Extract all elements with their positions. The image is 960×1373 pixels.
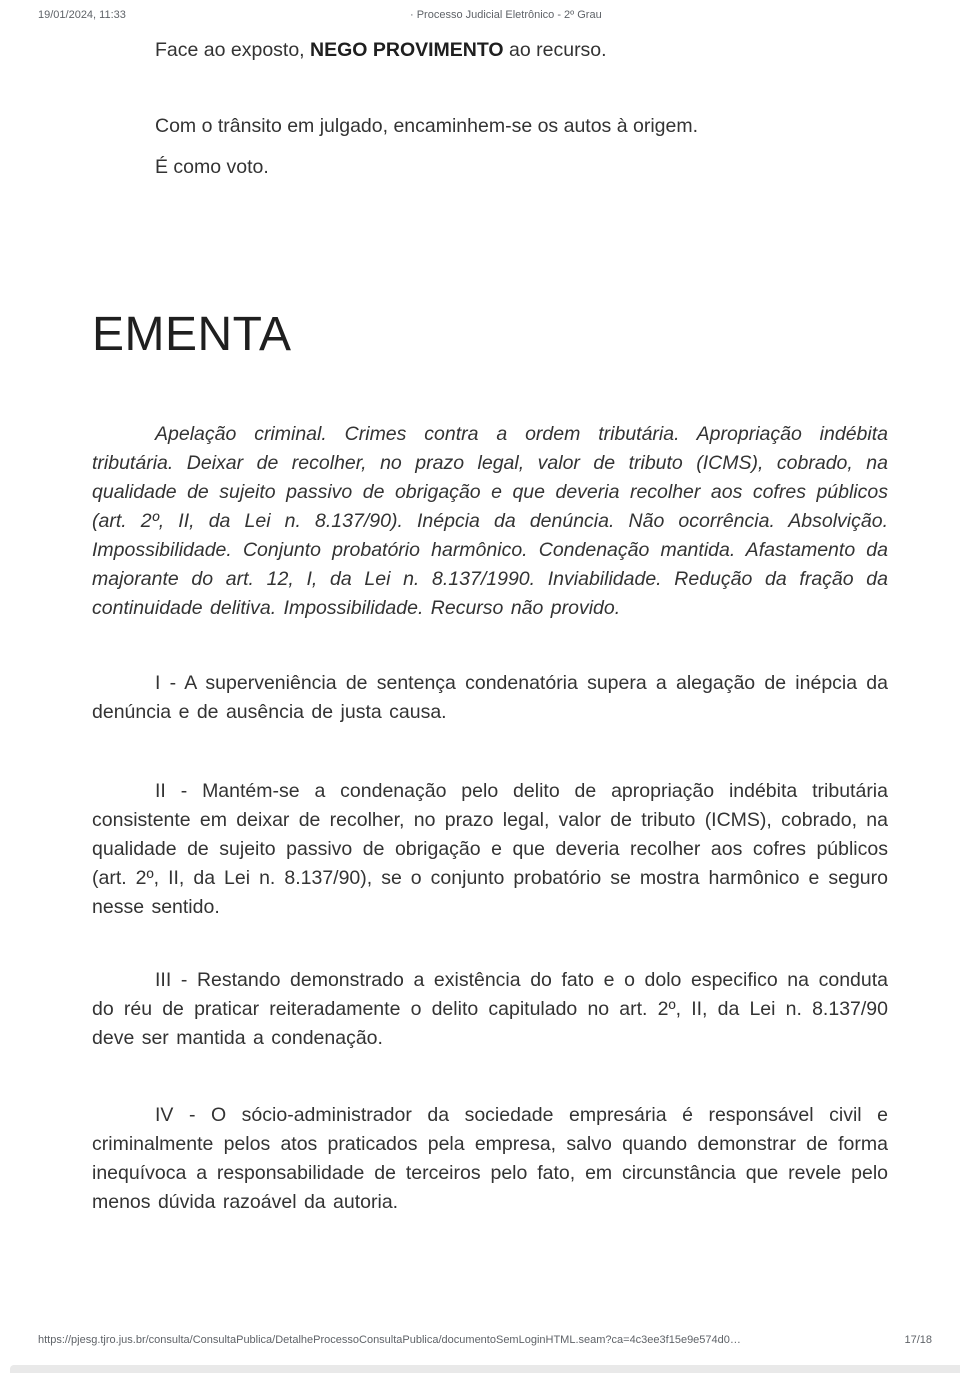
- bottom-edge-bar: [10, 1365, 960, 1373]
- decision-text-suffix: ao recurso.: [503, 39, 607, 61]
- print-doc-title: · Processo Judicial Eletrônico - 2º Grau: [410, 9, 602, 21]
- document-body: [92, 0, 888, 1217]
- ementa-item-3: III - Restando demonstrado a existência do fato e o dolo especifico na conduta do réu de praticar reiteradamente o delito capitulado no art. 2º, II, da Lei n. 8.137/90 deve ser mantida a condenação.: [92, 969, 888, 1049]
- ementa-summary-paragraph: Apelação criminal. Crimes contra a ordem tributária. Apropriação indébita tributária. Deixar de recolher, no prazo legal, valor de tributo (ICMS), cobrado, na qualidade de sujeito passivo de obrigação e que deveria recolher aos cofres públicos (art. 2º, II, da Lei n. 8.137/90). Inépcia da denúncia. Não ocorrência. Absolvição. Impossibilidade. Conjunto probatório harmônico. Condenação mantida. Afastamento da majorante do art. 12, I, da Lei n. 8.137/1990. Inviabilidade. Redução da fração da continuidade delitiva. Impossibilidade. Recurso não provido.: [92, 423, 888, 619]
- closing-paragraph-decision: [92, 36, 888, 65]
- closing-paragraph-transito: Com o trânsito em julgado, encaminhem-se os autos à origem.: [155, 115, 699, 137]
- closing-paragraph-voto: É como voto.: [155, 156, 269, 178]
- ementa-item-4: IV - O sócio-administrador da sociedade empresária é responsável civil e criminalmente pelos atos praticados pela empresa, salvo quando demonstrar de forma inequívoca a responsabilidade de terceiros pelo fato, em circunstância que revele pelo menos dúvida razoável da autoria.: [92, 1104, 888, 1213]
- page-number-indicator: 17/18: [904, 1334, 932, 1346]
- print-footer: [38, 1334, 932, 1350]
- decision-text-prefix: Face ao exposto,: [155, 39, 311, 61]
- print-footer-url: https://pjesg.tjro.jus.br/consulta/ConsultaPublica/DetalheProcessoConsultaPublica/documentoSemLoginHTML.seam?ca=4c3ee3f15e9e574d0…: [38, 1334, 741, 1346]
- ementa-item-2: II - Mantém-se a condenação pelo delito de apropriação indébita tributária consistente em deixar de recolher, no prazo legal, valor de tributo (ICMS), cobrado, na qualidade de sujeito passivo de obrigação e que deveria recolher aos cofres públicos (art. 2º, II, da Lei n. 8.137/90), se o conjunto probatório se mostra harmônico e seguro nesse sentido.: [92, 780, 888, 918]
- ementa-item-1: I - A superveniência de sentença condenatória supera a alegação de inépcia da denúncia e de ausência de justa causa.: [92, 672, 888, 723]
- nego-provimento-emphasis: NEGO PROVIMENTO: [310, 39, 504, 61]
- print-datetime: 19/01/2024, 11:33: [38, 9, 126, 21]
- ementa-heading: EMENTA: [92, 308, 292, 361]
